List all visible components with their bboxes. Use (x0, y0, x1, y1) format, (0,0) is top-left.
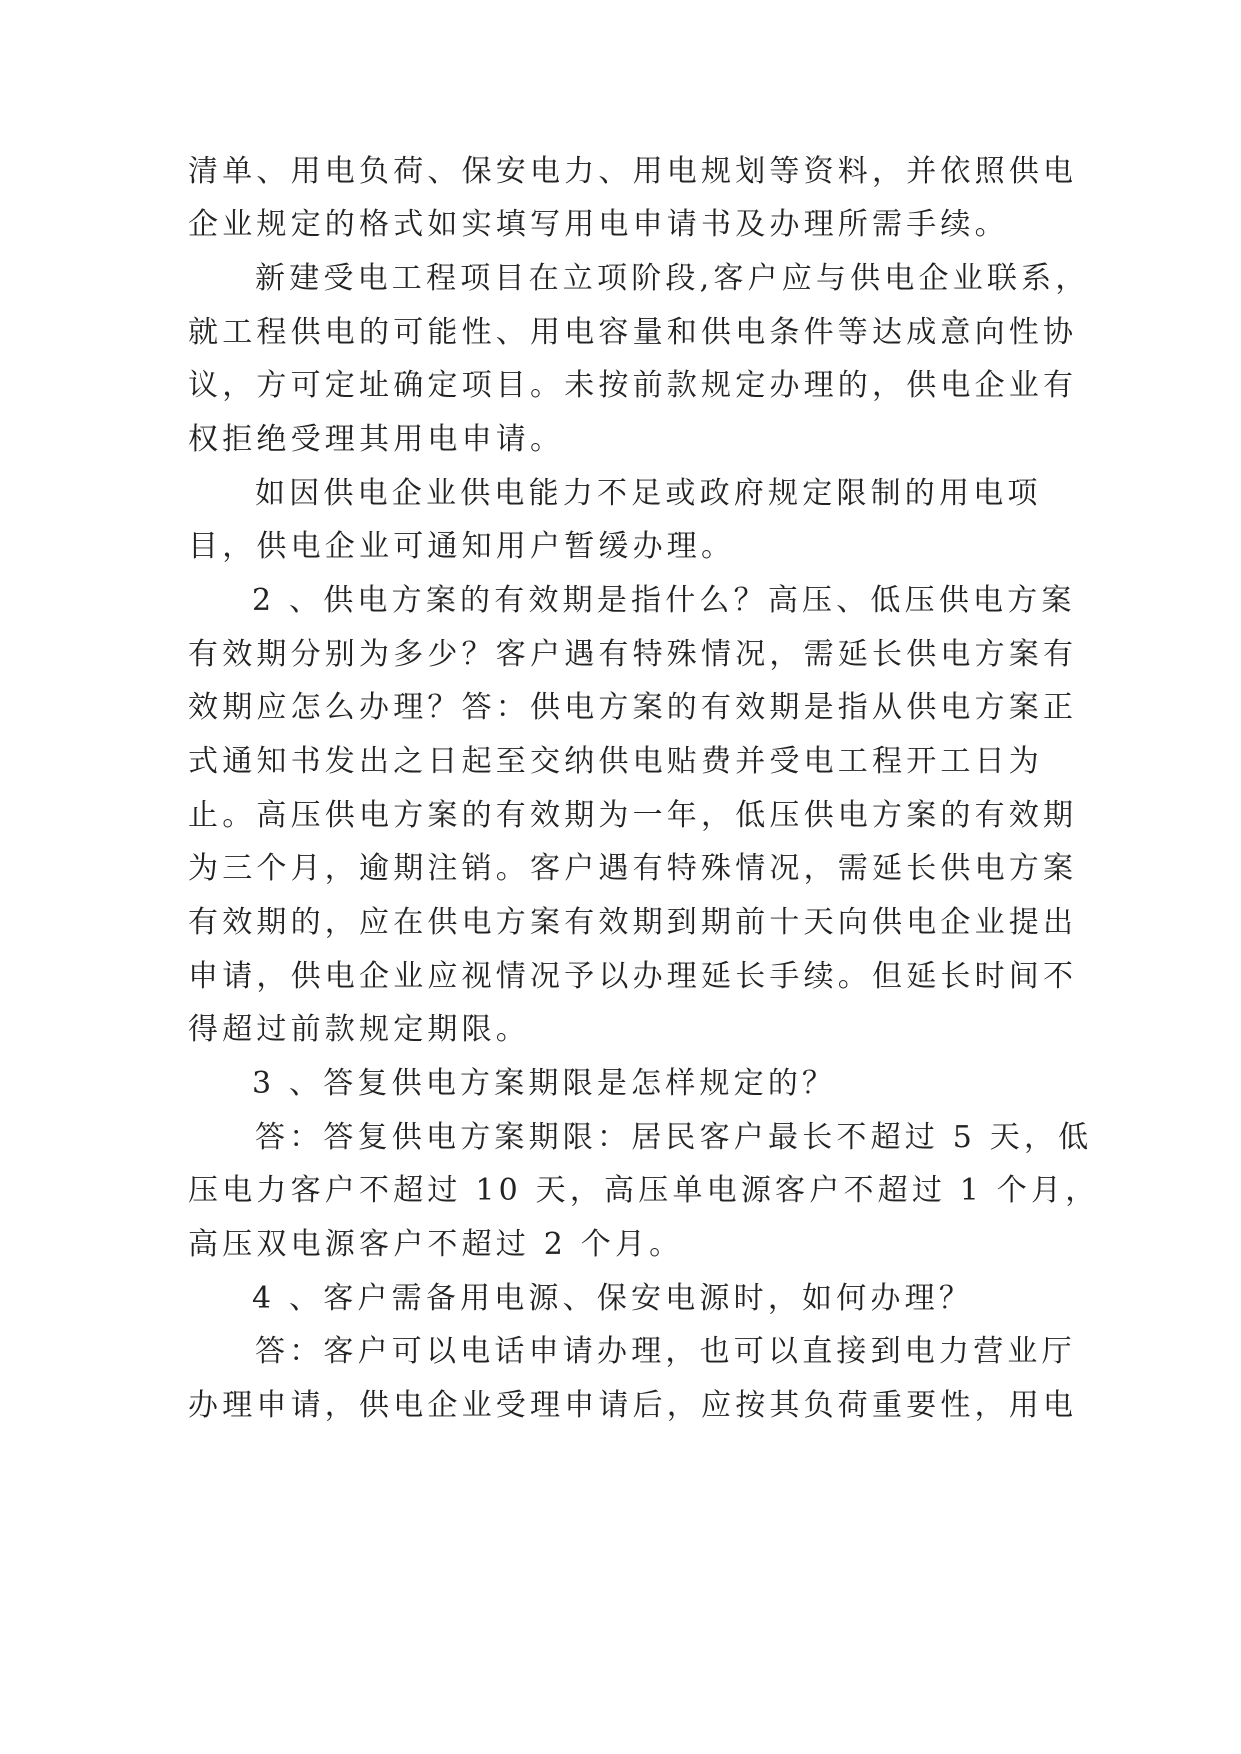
answer-start-line: 答：答复供电方案期限：居民客户最长不超过 5 天，低 (255, 1120, 1093, 1155)
question-heading: 3 、答复供电方案期限是怎样规定的？ (252, 1066, 837, 1101)
text-line: 权拒绝受理其用电申请。 (188, 422, 565, 457)
text-line: 得超过前款规定期限。 (188, 1012, 530, 1047)
text-line: 为三个月，逾期注销。客户遇有特殊情况，需延长供电方案 (188, 851, 1078, 886)
text-line: 压电力客户不超过 10 天，高压单电源客户不超过 1 个月， (188, 1173, 1100, 1208)
text-line: 目，供电企业可通知用户暂缓办理。 (188, 529, 736, 564)
paragraph-start-line: 新建受电工程项目在立项阶段,客户应与供电企业联系， (255, 261, 1090, 296)
text-line: 止。高压供电方案的有效期为一年，低压供电方案的有效期 (188, 798, 1078, 833)
paragraph-start-line: 如因供电企业供电能力不足或政府规定限制的用电项 (255, 476, 1042, 511)
text-line: 清单、用电负荷、保安电力、用电规划等资料，并依照供电 (188, 154, 1078, 189)
text-line: 效期应怎么办理？答：供电方案的有效期是指从供电方案正 (188, 690, 1078, 725)
question-heading: 2 、供电方案的有效期是指什么？高压、低压供电方案 (252, 583, 1076, 618)
text-line: 式通知书发出之日起至交纳供电贴费并受电工程开工日为 (188, 744, 1043, 779)
text-line: 有效期的，应在供电方案有效期到期前十天向供电企业提出 (188, 905, 1078, 940)
text-line: 有效期分别为多少？客户遇有特殊情况，需延长供电方案有 (188, 637, 1078, 672)
text-line: 企业规定的格式如实填写用电申请书及办理所需手续。 (188, 207, 1009, 242)
answer-start-line: 答：客户可以电话申请办理，也可以直接到电力营业厅 (255, 1334, 1076, 1369)
text-line: 办理申请，供电企业受理申请后，应按其负荷重要性，用电 (188, 1388, 1078, 1423)
text-line: 申请，供电企业应视情况予以办理延长手续。但延长时间不 (188, 959, 1078, 994)
question-heading: 4 、客户需备用电源、保安电源时，如何办理？ (252, 1281, 974, 1316)
text-line: 就工程供电的可能性、用电容量和供电条件等达成意向性协 (188, 315, 1078, 350)
text-line: 高压双电源客户不超过 2 个月。 (188, 1227, 684, 1262)
text-line: 议，方可定址确定项目。未按前款规定办理的，供电企业有 (188, 368, 1078, 403)
